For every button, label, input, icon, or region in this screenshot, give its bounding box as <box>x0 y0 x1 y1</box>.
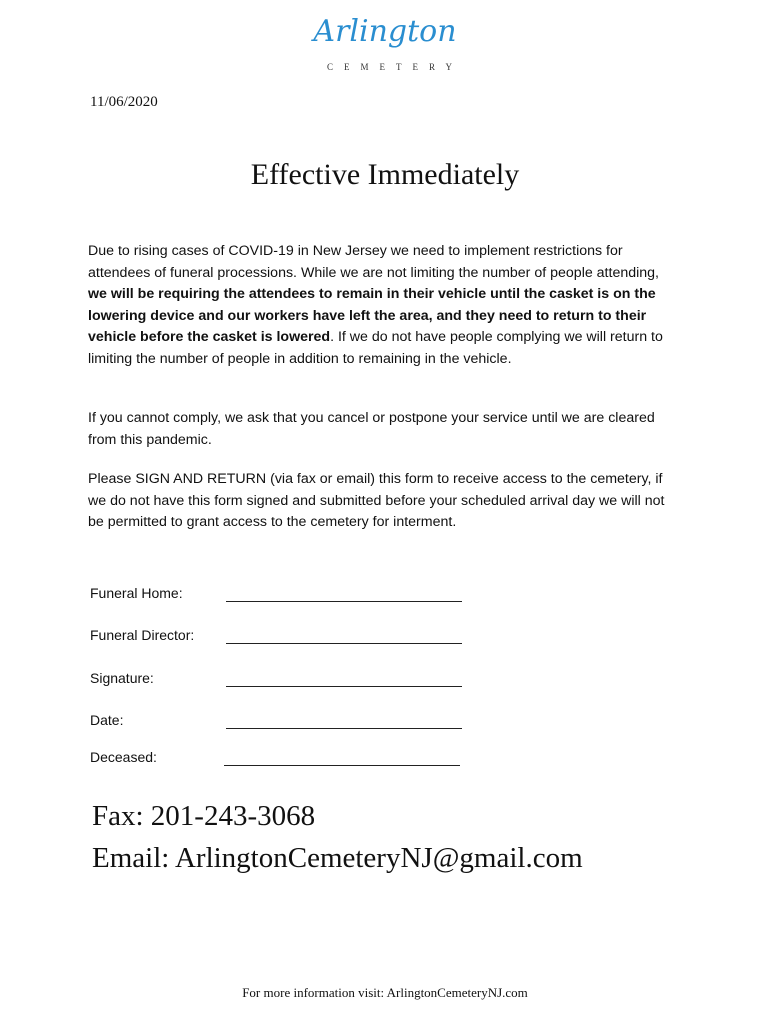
logo-subtitle: CEMETERY <box>326 62 463 72</box>
email-address: Email: ArlingtonCemeteryNJ@gmail.com <box>92 842 583 874</box>
paragraph-sign-return: Please SIGN AND RETURN (via fax or email) this form to receive access to the cemetery, if we do not have this form signed and submitted before your scheduled arrival day we will not be permitted to grant access to the cemetery for interment. <box>88 471 665 530</box>
funeral-home-field[interactable] <box>226 601 462 602</box>
date-label: Date: <box>90 712 124 728</box>
deceased-field[interactable] <box>224 765 460 766</box>
paragraph-intro: Due to rising cases of COVID-19 in New Jersey we need to implement restrictions for attendees of funeral processions. While we are not limiting the number of people attending, <box>88 243 659 281</box>
form-row-date <box>90 712 123 728</box>
date-field[interactable] <box>226 728 462 729</box>
document-date: 11/06/2020 <box>90 94 158 110</box>
paragraph-outro: . If we do not have people complying we will return to limiting the number of people in addition to remaining in the vehicle. <box>88 329 663 367</box>
logo-script: Arlington <box>313 14 457 49</box>
signature-label: Signature: <box>90 670 154 686</box>
page-title: Effective Immediately <box>250 158 520 191</box>
funeral-director-field[interactable] <box>226 643 462 644</box>
paragraph-bold-requirement: we will be requiring the attendees to remain in their vehicle until the casket is on the lowering device and our workers have left the area, and they need to return to their vehicle before the casket is lowered <box>88 286 656 345</box>
form-row-deceased <box>90 749 157 765</box>
signature-field[interactable] <box>226 686 462 687</box>
form-row-funeral-home <box>90 585 183 601</box>
paragraph-restrictions <box>88 241 680 370</box>
footer-info: For more information visit: ArlingtonCemeteryNJ.com <box>242 985 528 1000</box>
deceased-label: Deceased: <box>90 749 157 765</box>
form-row-signature <box>90 670 154 686</box>
funeral-director-label: Funeral Director: <box>90 627 195 643</box>
form-row-funeral-director <box>90 627 194 643</box>
fax-number: Fax: 201-243-3068 <box>92 800 316 832</box>
funeral-home-label: Funeral Home: <box>90 585 183 601</box>
paragraph-comply: If you cannot comply, we ask that you cancel or postpone your service until we are cleared from this pandemic. <box>88 410 655 448</box>
